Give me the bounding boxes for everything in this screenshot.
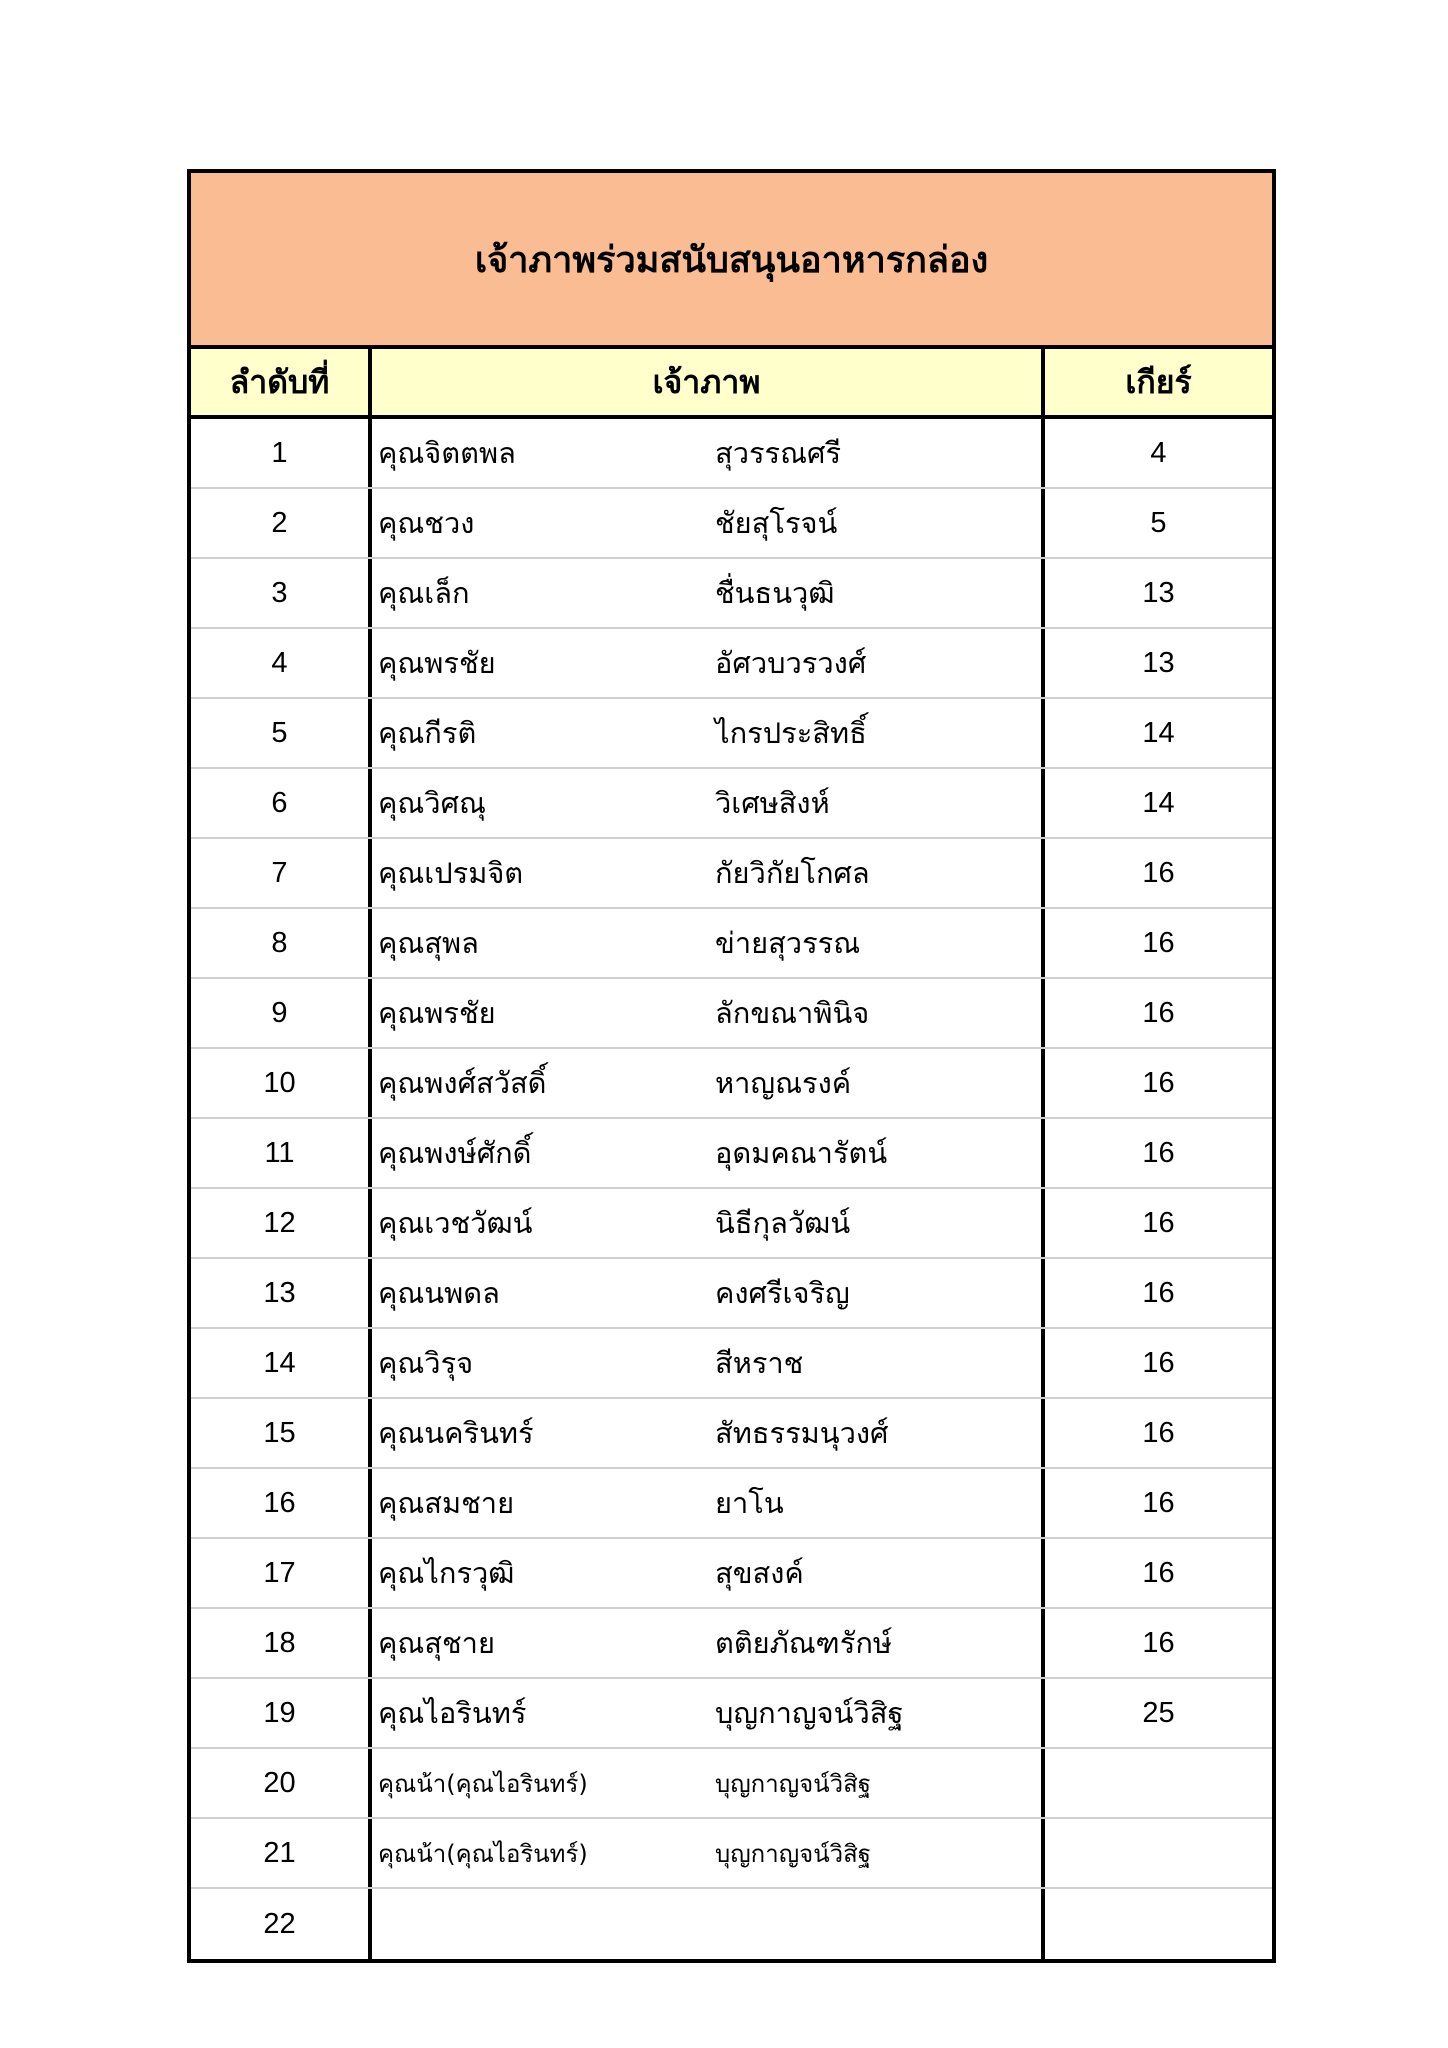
host-last-name: สีหราช <box>715 1346 804 1380</box>
host-first-name: คุณจิตตพล <box>378 436 516 470</box>
host-last-name: อุดมคณารัตน์ <box>715 1136 888 1170</box>
table-row <box>191 1049 1272 1119</box>
row-number: 21 <box>191 1819 372 1887</box>
host-name-cell <box>372 559 1045 627</box>
table-row <box>191 1329 1272 1399</box>
host-first-name: คุณสมชาย <box>378 1486 515 1520</box>
host-first-name: คุณวิศณุ <box>378 786 486 820</box>
table-title: เจ้าภาพร่วมสนับสนุนอาหารกล่อง <box>191 173 1272 349</box>
row-grade: 14 <box>1142 716 1175 749</box>
row-grade: 16 <box>1142 926 1175 959</box>
table-row <box>191 1119 1272 1189</box>
host-name-cell <box>372 769 1045 837</box>
row-grade: 13 <box>1142 576 1175 609</box>
row-number: 7 <box>191 839 372 907</box>
host-first-name: คุณนครินทร์ <box>378 1416 534 1450</box>
row-number: 22 <box>191 1889 372 1959</box>
header-row <box>191 349 1272 419</box>
host-last-name: ยาโน <box>715 1486 784 1520</box>
host-last-name: กัยวิกัยโกศล <box>715 856 870 890</box>
row-grade: 16 <box>1142 996 1175 1029</box>
table-row <box>191 1889 1272 1959</box>
host-last-name: ไกรประสิทธิ์ <box>715 716 867 750</box>
host-first-name: คุณเล็ก <box>378 576 470 610</box>
row-grade: 16 <box>1142 1416 1175 1449</box>
host-name-cell <box>372 979 1045 1047</box>
row-grade: 16 <box>1142 856 1175 889</box>
table-row <box>191 489 1272 559</box>
host-name-cell <box>372 839 1045 907</box>
row-number: 10 <box>191 1049 372 1117</box>
table-body <box>191 419 1272 1959</box>
row-number: 13 <box>191 1259 372 1327</box>
host-name-cell <box>372 629 1045 697</box>
row-grade: 16 <box>1142 1486 1175 1519</box>
row-number: 6 <box>191 769 372 837</box>
host-last-name: ตติยภัณฑรักษ์ <box>715 1626 893 1660</box>
table-row <box>191 1749 1272 1819</box>
host-last-name: บุญกาญจน์วิสิฐ <box>715 1696 904 1730</box>
table-row <box>191 769 1272 839</box>
row-grade: 25 <box>1142 1696 1175 1729</box>
row-number: 8 <box>191 909 372 977</box>
host-last-name: สัทธรรมนุวงศ์ <box>715 1416 889 1450</box>
host-last-name: อัศวบวรวงศ์ <box>715 646 867 680</box>
host-last-name: บุญกาญจน์วิสิฐ <box>715 1839 871 1868</box>
row-grade <box>1045 1819 1272 1887</box>
row-grade <box>1045 1889 1272 1959</box>
table-row <box>191 839 1272 909</box>
row-number: 16 <box>191 1469 372 1537</box>
host-first-name: คุณกีรติ <box>378 716 477 750</box>
host-name-cell <box>372 909 1045 977</box>
table-row <box>191 419 1272 489</box>
host-first-name: คุณเปรมจิต <box>378 856 524 890</box>
row-grade: 16 <box>1142 1206 1175 1239</box>
host-name-cell <box>372 1119 1045 1187</box>
host-first-name: คุณไกรวุฒิ <box>378 1556 515 1590</box>
table-row <box>191 1679 1272 1749</box>
host-name-cell <box>372 1609 1045 1677</box>
row-number: 12 <box>191 1189 372 1257</box>
row-grade: 16 <box>1142 1556 1175 1589</box>
row-grade: 16 <box>1142 1066 1175 1099</box>
host-first-name: คุณชวง <box>378 506 475 540</box>
header-host: เจ้าภาพ <box>372 349 1045 415</box>
row-grade: 16 <box>1142 1276 1175 1309</box>
host-last-name: สุวรรณศรี <box>715 436 842 470</box>
row-grade: 16 <box>1142 1346 1175 1379</box>
table-row <box>191 979 1272 1049</box>
row-grade <box>1045 1749 1272 1817</box>
host-name-cell <box>372 489 1045 557</box>
row-grade: 5 <box>1150 506 1167 539</box>
row-number: 20 <box>191 1749 372 1817</box>
host-name-cell <box>372 1049 1045 1117</box>
table-row <box>191 629 1272 699</box>
row-number: 3 <box>191 559 372 627</box>
row-grade: 4 <box>1150 436 1167 469</box>
row-number: 15 <box>191 1399 372 1467</box>
host-last-name: ข่ายสุวรรณ <box>715 926 861 960</box>
table-row <box>191 559 1272 629</box>
row-number: 9 <box>191 979 372 1047</box>
host-first-name: คุณวิรุจ <box>378 1346 474 1380</box>
table-row <box>191 699 1272 769</box>
host-first-name: คุณพรชัย <box>378 996 496 1030</box>
row-number: 2 <box>191 489 372 557</box>
host-name-cell <box>372 1189 1045 1257</box>
host-first-name: คุณน้า(คุณไอรินทร์) <box>378 1839 588 1868</box>
host-first-name: คุณไอรินทร์ <box>378 1696 527 1730</box>
header-number: ลำดับที่ <box>191 349 372 415</box>
row-grade: 13 <box>1142 646 1175 679</box>
host-first-name: คุณพงศ์สวัสดิ์ <box>378 1066 547 1100</box>
row-grade: 16 <box>1142 1136 1175 1169</box>
host-last-name: นิธีกุลวัฒน์ <box>715 1206 851 1240</box>
row-number: 19 <box>191 1679 372 1747</box>
host-name-cell <box>372 1749 1045 1817</box>
table-row <box>191 909 1272 979</box>
host-name-cell <box>372 1539 1045 1607</box>
table-row <box>191 1819 1272 1889</box>
host-last-name: วิเศษสิงห์ <box>715 786 830 820</box>
row-number: 17 <box>191 1539 372 1607</box>
table-row <box>191 1399 1272 1469</box>
host-last-name: ลักขณาพินิจ <box>715 996 870 1030</box>
host-last-name: ชื่นธนวุฒิ <box>715 576 835 610</box>
host-name-cell <box>372 1329 1045 1397</box>
host-first-name: คุณพงษ์ศักดิ์ <box>378 1136 532 1170</box>
host-name-cell <box>372 1889 1045 1959</box>
host-last-name: คงศรีเจริญ <box>715 1276 850 1310</box>
host-last-name: ชัยสุโรจน์ <box>715 506 838 540</box>
host-last-name: บุญกาญจน์วิสิฐ <box>715 1769 871 1798</box>
host-first-name: คุณสุพล <box>378 926 479 960</box>
host-name-cell <box>372 1679 1045 1747</box>
row-number: 18 <box>191 1609 372 1677</box>
host-first-name: คุณน้า(คุณไอรินทร์) <box>378 1769 588 1798</box>
header-grade: เกียร์ <box>1125 362 1192 401</box>
host-name-cell <box>372 1259 1045 1327</box>
row-number: 11 <box>191 1119 372 1187</box>
host-first-name: คุณสุชาย <box>378 1626 495 1660</box>
row-number: 14 <box>191 1329 372 1397</box>
table-row <box>191 1469 1272 1539</box>
host-table <box>187 169 1276 1963</box>
row-grade: 16 <box>1142 1626 1175 1659</box>
host-name-cell <box>372 1469 1045 1537</box>
host-first-name: คุณนพดล <box>378 1276 500 1310</box>
host-name-cell <box>372 1399 1045 1467</box>
host-first-name: คุณเวชวัฒน์ <box>378 1206 533 1240</box>
table-row <box>191 1539 1272 1609</box>
host-last-name: สุขสงค์ <box>715 1556 804 1590</box>
row-number: 4 <box>191 629 372 697</box>
host-name-cell <box>372 699 1045 767</box>
row-grade: 14 <box>1142 786 1175 819</box>
row-number: 5 <box>191 699 372 767</box>
table-row <box>191 1609 1272 1679</box>
host-name-cell <box>372 1819 1045 1887</box>
table-row <box>191 1259 1272 1329</box>
table-row <box>191 1189 1272 1259</box>
row-number: 1 <box>191 419 372 487</box>
host-name-cell <box>372 419 1045 487</box>
host-first-name: คุณพรชัย <box>378 646 496 680</box>
host-last-name: หาญณรงค์ <box>715 1066 852 1100</box>
